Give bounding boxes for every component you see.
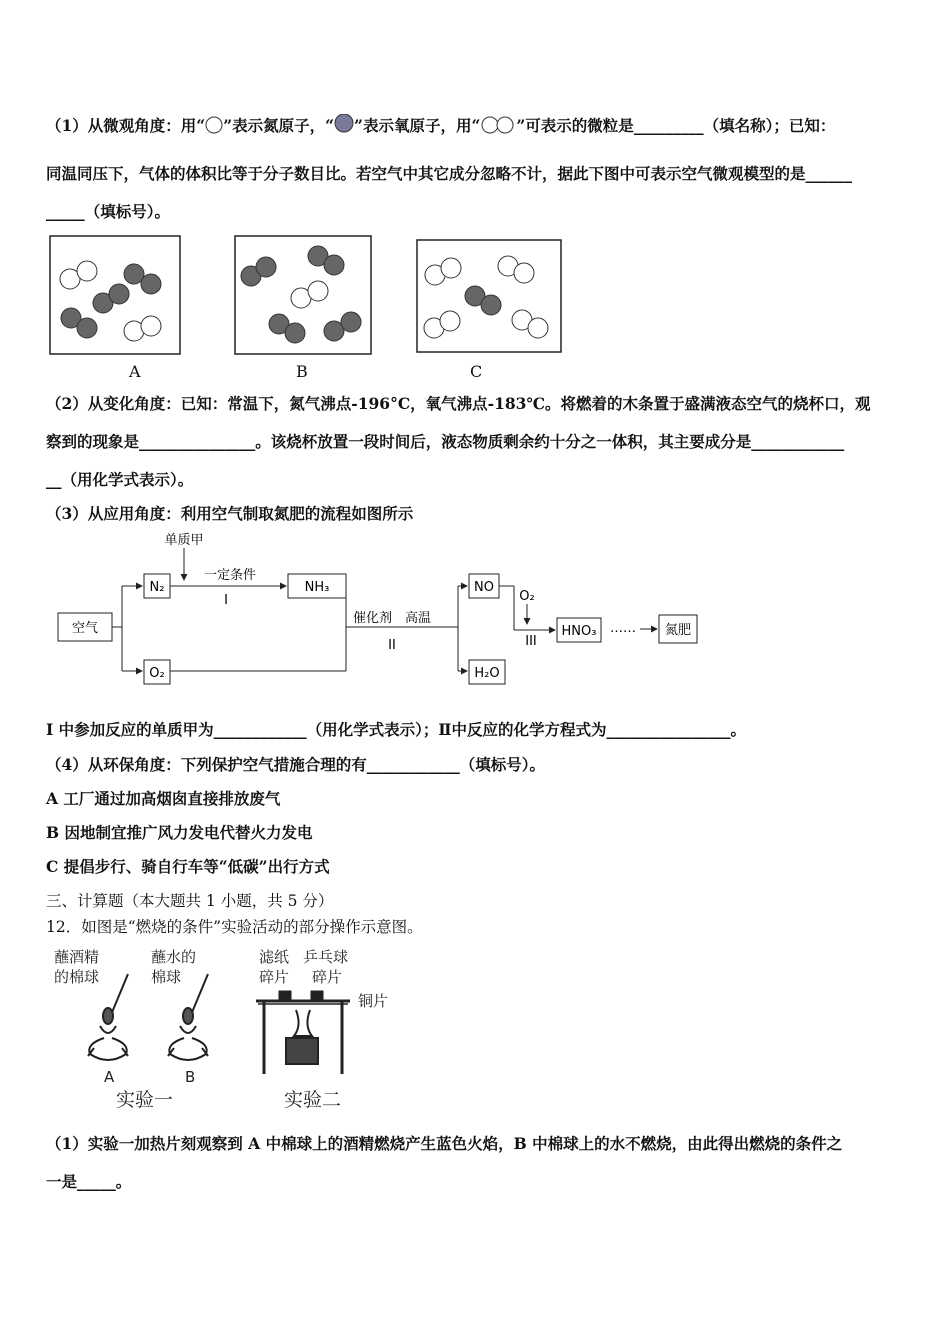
flow-step2-text: II bbox=[388, 638, 396, 653]
q4-option-c: C 提倡步行、骑自行车等“低碳”出行方式 bbox=[46, 857, 330, 876]
exp1-caption: 实验一 bbox=[116, 1089, 174, 1111]
q12-part1-line1: （1）实验一加热片刻观察到 A 中棉球上的酒精燃烧产生蓝色火焰，B 中棉球上的水不燃烧，由此得出燃烧的条件之 bbox=[46, 1134, 843, 1153]
exp-alcohol-line1: 蘸酒精 bbox=[54, 948, 100, 966]
flow-cond2-text: 催化剂 高温 bbox=[352, 611, 432, 626]
flow-h2o-text: H₂O bbox=[474, 666, 500, 681]
nitrogen-molecule-icon bbox=[480, 116, 516, 134]
model-box-c bbox=[417, 240, 561, 352]
exp-paper-line1: 滤纸 bbox=[259, 948, 290, 966]
model-box-b bbox=[235, 236, 371, 354]
exp-label-a: A bbox=[104, 1068, 115, 1086]
flow-hno3-text: HNO₃ bbox=[561, 624, 597, 639]
exp-pingpong-label bbox=[303, 948, 348, 986]
flow-cond1-text: 一定条件 bbox=[203, 568, 257, 583]
section-heading: 三、计算题（本大题共 1 小题，共 5 分） bbox=[46, 892, 334, 910]
exp-label-b: B bbox=[185, 1068, 196, 1086]
exp-pingpong-line1: 乒乓球 bbox=[303, 948, 349, 966]
alcohol-lamp-b bbox=[168, 974, 208, 1060]
nitrogen-fertilizer-flowchart bbox=[50, 528, 710, 693]
air-model-figure bbox=[46, 232, 566, 362]
exp-paper-line2: 碎片 bbox=[259, 968, 290, 986]
flow-no-text: NO bbox=[474, 580, 494, 595]
exp-water-label bbox=[151, 948, 196, 986]
model-label-c: C bbox=[470, 362, 483, 381]
q12-part1-line2: 一是_____。 bbox=[46, 1172, 132, 1191]
flow-dots-text: …… bbox=[610, 621, 636, 636]
flow-air-text: 空气 bbox=[71, 621, 99, 636]
model-box-a bbox=[50, 236, 180, 354]
flow-step3-text: III bbox=[525, 634, 537, 649]
q4-option-b: B 因地制宜推广风力发电代替火力发电 bbox=[46, 823, 313, 842]
flow-nh3-text: NH₃ bbox=[304, 580, 330, 595]
exp-copper-label: 铜片 bbox=[358, 992, 389, 1010]
q2-line2: 察到的现象是_______________。该烧杯放置一段时间后，液态物质剩余约十分之一体积，其主要成分是____________ bbox=[46, 432, 845, 451]
flow-fertilizer-text: 氮肥 bbox=[664, 623, 692, 638]
model-label-a: A bbox=[129, 362, 141, 381]
nitrogen-atom-icon bbox=[205, 116, 223, 134]
exp-pingpong-line2: 碎片 bbox=[312, 968, 343, 986]
model-label-b: B bbox=[296, 362, 308, 381]
q1-line2: 同温同压下，气体的体积比等于分子数目比。若空气中其它成分忽略不计，据此下图中可表示空气微观模型的是______ bbox=[46, 164, 853, 183]
q1-line1: （1）从微观角度：用“ ”表示氮原子，“ ”表示氧原子，用“ ”可表示的微粒是_________（填名称）；已知： bbox=[46, 116, 836, 135]
q4-option-a: A 工厂通过加高烟囱直接排放废气 bbox=[46, 789, 281, 808]
flow-o2-label: O₂ bbox=[519, 589, 535, 604]
flow-o2-text: O₂ bbox=[149, 666, 165, 681]
exp-alcohol-label bbox=[54, 948, 99, 986]
exp-water-line2: 棉球 bbox=[151, 968, 182, 986]
exp-paper-label bbox=[259, 948, 289, 986]
q3-line2: I 中参加反应的单质甲为____________（用化学式表示）；Ⅱ中反应的化学方程式为________________。 bbox=[46, 720, 746, 739]
flow-n2-text: N₂ bbox=[149, 580, 165, 595]
flow-step1-text: I bbox=[224, 593, 228, 608]
q12-stem: 12．如图是“燃烧的条件”实验活动的部分操作示意图。 bbox=[46, 918, 423, 936]
exp-alcohol-line2: 的棉球 bbox=[54, 968, 100, 986]
alcohol-lamp-a bbox=[88, 974, 128, 1060]
tripod-copper-plate bbox=[256, 992, 350, 1074]
combustion-experiment-figure bbox=[50, 944, 410, 1114]
exp2-caption: 实验二 bbox=[284, 1089, 342, 1111]
q1-line3: _____（填标号）。 bbox=[46, 202, 171, 221]
q2-line3: __（用化学式表示）。 bbox=[46, 470, 194, 489]
q4-line1: （4）从环保角度：下列保护空气措施合理的有____________（填标号）。 bbox=[46, 755, 546, 774]
q3-line1: （3）从应用角度：利用空气制取氮肥的流程如图所示 bbox=[46, 504, 414, 523]
oxygen-atom-icon bbox=[334, 114, 354, 134]
flow-reactant-text: 单质甲 bbox=[164, 533, 204, 548]
q2-line1: （2）从变化角度：已知：常温下，氮气沸点-196°C，氧气沸点-183℃。将燃着的木条置于盛满液态空气的烧杯口，观 bbox=[46, 394, 871, 413]
exp-water-line1: 蘸水的 bbox=[151, 948, 197, 966]
